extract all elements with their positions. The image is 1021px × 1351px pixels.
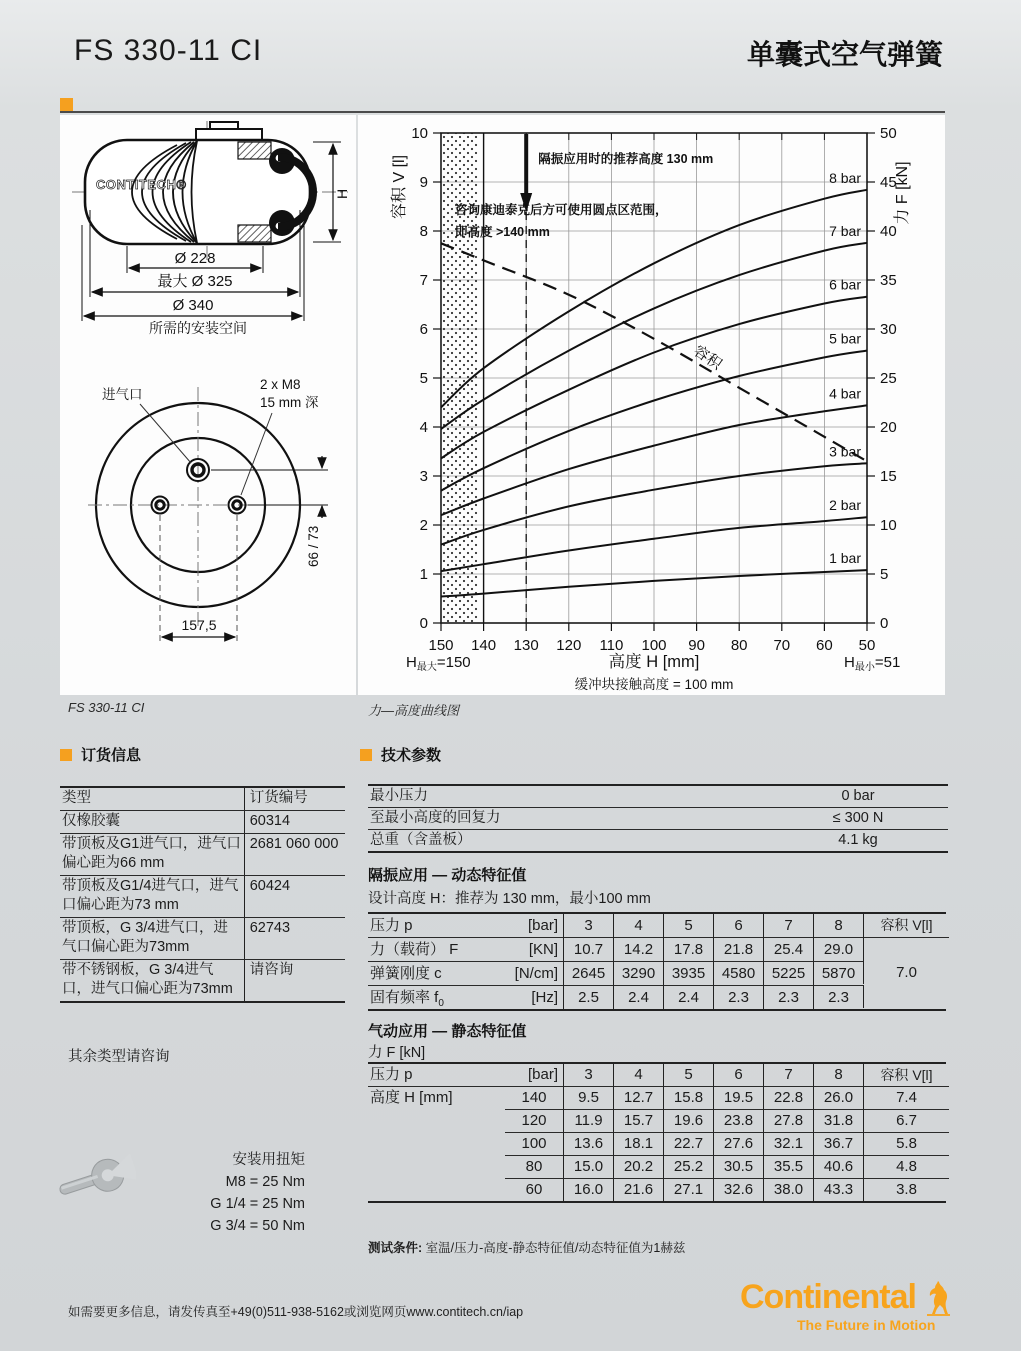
data-cell: 38.0: [763, 1178, 813, 1201]
data-cell: 27.6: [713, 1132, 763, 1155]
test-conditions: [368, 1238, 685, 1256]
data-cell: 25.2: [663, 1155, 713, 1178]
height-value: 80: [505, 1155, 563, 1178]
curve-label: 3 bar: [829, 443, 861, 460]
page-title-cn: 单囊式空气弹簧: [746, 40, 943, 71]
y-left-tick-label: 6: [419, 321, 428, 338]
chart-annotations: [455, 151, 713, 239]
curve-label: 8 bar: [829, 169, 861, 186]
ordering-number: 2681 060 000: [244, 834, 345, 875]
recommended-height-note: 隔振应用时的推荐高度 130 mm: [538, 152, 714, 166]
drawing-caption: FS 330-11 CI: [68, 700, 145, 715]
data-cell: 20.2: [613, 1155, 663, 1178]
data-cell: 27.8: [763, 1109, 813, 1132]
data-cell: 2.4: [613, 985, 663, 1009]
y-left-tick-label: 9: [419, 174, 428, 191]
offset-dim-label: 66 / 73: [306, 525, 321, 567]
pressure-value: 6: [713, 1064, 763, 1086]
torque-heading: 安装用扭矩: [232, 1152, 305, 1168]
y-right-tick-label: 40: [880, 223, 897, 240]
bolt-spec-line2: 15 mm 深: [260, 395, 319, 410]
x-tick-label: 100: [641, 637, 667, 654]
tech-label: 总重（含盖板）: [370, 832, 472, 848]
section-bullet-icon: [360, 749, 372, 761]
volume-cell: [863, 937, 949, 961]
pressure-value: 3: [563, 1064, 613, 1086]
test-conditions-text: 室温/压力-高度-静态特征值/动态特征值为1赫兹: [422, 1241, 686, 1255]
tech-label: 至最小高度的回复力: [370, 810, 501, 826]
volume-cell: 6.7: [863, 1109, 949, 1132]
header-rule: [60, 111, 945, 113]
h-min-label: $H_{最小}=51$: [844, 654, 901, 673]
ordering-number: 62743: [244, 918, 345, 959]
data-cell: 25.4: [763, 937, 813, 961]
dim-outer-label: Ø 340: [172, 297, 214, 314]
tech-value: ≤ 300 N: [832, 810, 884, 826]
tech-params-table: [368, 784, 948, 853]
volume-cell: 5.8: [863, 1132, 949, 1155]
row-unit: [N/cm]: [505, 961, 563, 985]
y-left-tick-label: 1: [419, 566, 428, 583]
data-cell: 5870: [813, 961, 863, 985]
volume-cell: 3.8: [863, 1178, 949, 1201]
data-cell: 22.8: [763, 1086, 813, 1109]
height-value: 140: [505, 1086, 563, 1109]
data-cell: 40.6: [813, 1155, 863, 1178]
y-right-tick-label: 35: [880, 272, 897, 289]
pressure-value: 7: [763, 914, 813, 937]
section-ordering-title: 订货信息: [81, 747, 142, 764]
y-right-axis-title: 力 F [kN]: [894, 161, 911, 225]
ordering-number: 60314: [244, 811, 345, 833]
data-cell: 4580: [713, 961, 763, 985]
row-label: 固有频率 $f_0$: [368, 985, 505, 1009]
data-cell: 21.6: [613, 1178, 663, 1201]
static-title: 气动应用 — 静态特征值: [368, 1023, 527, 1040]
static-table: [368, 1062, 946, 1203]
page-title: FS 330-11 CI: [74, 34, 263, 67]
ordering-number: 请咨询: [244, 960, 345, 1001]
y-left-tick-label: 2: [419, 517, 428, 534]
y-right-tick-label: 20: [880, 419, 897, 436]
ordering-row: [60, 960, 345, 1001]
chart-panel: [358, 115, 945, 695]
data-cell: 12.7: [613, 1086, 663, 1109]
torque-line: G 3/4 = 50 Nm: [210, 1218, 305, 1234]
installation-space-label: 所需的安装空间: [149, 320, 247, 336]
data-cell: 16.0: [563, 1178, 613, 1201]
wrench-icon: [56, 1143, 136, 1213]
ordering-type: 带顶板，G 3/4进气口，进气口偏心距为73mm: [62, 920, 228, 955]
pressure-value: 5: [663, 914, 713, 937]
ordering-row: [60, 918, 345, 960]
data-cell: 13.6: [563, 1132, 613, 1155]
ordering-type: 仅橡胶囊: [62, 813, 120, 829]
x-axis-title: 高度 H [mm]: [608, 653, 700, 671]
pressure-value: 6: [713, 914, 763, 937]
data-cell: 26.0: [813, 1086, 863, 1109]
y-left-tick-label: 7: [419, 272, 428, 289]
tech-label: 最小压力: [370, 788, 428, 804]
volume-curve-label: 容积: [690, 342, 725, 374]
x-tick-label: 140: [471, 637, 497, 654]
data-cell: 2.3: [763, 985, 813, 1009]
y-right-tick-label: 50: [880, 125, 897, 142]
section-tech-title: 技术参数: [381, 747, 442, 764]
torque-text: [145, 1149, 305, 1237]
pressure-value: 4: [613, 1064, 663, 1086]
y-right-tick-label: 25: [880, 370, 897, 387]
curve-label: 6 bar: [829, 276, 861, 293]
plan-view: [88, 377, 328, 643]
ordering-type: 带不锈钢板，G 3/4进气口，进气口偏心距为73mm: [62, 962, 233, 997]
y-left-tick-label: 10: [411, 125, 428, 142]
data-cell: 19.6: [663, 1109, 713, 1132]
ordering-header-row: [60, 788, 345, 811]
section-bullet-icon: [60, 749, 72, 761]
data-cell: 15.8: [663, 1086, 713, 1109]
data-cell: 14.2: [613, 937, 663, 961]
y-left-tick-label: 3: [419, 468, 428, 485]
y-left-tick-label: 0: [419, 615, 428, 632]
y-right-tick-label: 5: [880, 566, 889, 583]
ordering-row: [60, 834, 345, 876]
height-value: 120: [505, 1109, 563, 1132]
volume-cell: 7.4: [863, 1086, 949, 1109]
data-cell: 32.6: [713, 1178, 763, 1201]
y-left-tick-label: 8: [419, 223, 428, 240]
static-subtitle: 力 F [kN]: [368, 1045, 426, 1061]
continental-logo: [740, 1280, 980, 1333]
section-tech: [360, 744, 441, 765]
pressure-unit: [bar]: [527, 1066, 558, 1083]
data-cell: 15.0: [563, 1155, 613, 1178]
data-cell: 32.1: [763, 1132, 813, 1155]
ordering-table: [60, 786, 345, 1003]
tech-row: [368, 808, 948, 830]
h-max-label: $H_{最大}=150$: [406, 654, 471, 673]
pressure-value: 4: [613, 914, 663, 937]
curve-label: 7 bar: [829, 222, 861, 239]
x-tick-label: 90: [688, 637, 705, 654]
drawing-panel: [60, 115, 356, 695]
pressure-value: 8: [813, 1064, 863, 1086]
volume-header: 容积 V[l]: [863, 914, 949, 937]
tech-row: [368, 830, 948, 851]
dynamic-subtitle: 设计高度 H：推荐为 130 mm，最小100 mm: [368, 891, 651, 907]
x-tick-label: 120: [556, 637, 582, 654]
data-cell: 19.5: [713, 1086, 763, 1109]
bolt-spec-line1: 2 x M8: [260, 377, 301, 392]
x-tick-label: 50: [858, 637, 876, 654]
x-tick-label: 130: [513, 637, 539, 654]
y-right-tick-label: 30: [880, 321, 897, 338]
volume-cell: [863, 985, 949, 1008]
pressure-value: 8: [813, 914, 863, 937]
torque-lines: [145, 1171, 305, 1237]
row-label: 力（载荷） F: [368, 937, 505, 961]
data-cell: 30.5: [713, 1155, 763, 1178]
data-cell: 15.7: [613, 1109, 663, 1132]
ordering-type: 带顶板及G1进气口，进气口偏心距为66 mm: [62, 836, 241, 871]
row-label: 弹簧刚度 c: [368, 961, 505, 985]
dynamic-table: [368, 912, 946, 1011]
pressure-value: 5: [663, 1064, 713, 1086]
volume-header: 容积 V[l]: [863, 1064, 949, 1086]
x-tick-label: 60: [816, 637, 833, 654]
pressure-label: 压力 p: [370, 1066, 413, 1083]
ordering-number: 60424: [244, 876, 345, 917]
test-conditions-label: 测试条件:: [368, 1241, 423, 1255]
air-inlet-label: 进气口: [102, 387, 143, 402]
height-label: [368, 1132, 505, 1154]
data-cell: 2645: [563, 961, 613, 985]
volume-cell: 4.8: [863, 1155, 949, 1178]
curve-label: 2 bar: [829, 497, 861, 514]
y-left-tick-label: 5: [419, 370, 428, 387]
ordering-note: 其余类型请咨询: [68, 1049, 170, 1065]
y-right-tick-label: 45: [880, 174, 897, 191]
hole-distance-label: 157,5: [181, 617, 217, 633]
curve-label: 5 bar: [829, 330, 861, 347]
y-right-tick-label: 10: [880, 517, 897, 534]
data-cell: 43.3: [813, 1178, 863, 1201]
data-cell: 23.8: [713, 1109, 763, 1132]
brand-name: Continental: [740, 1278, 916, 1316]
dim-max-label: 最大 Ø 325: [157, 273, 233, 290]
x-axis-note: 缓冲块接触高度 = 100 mm: [574, 677, 734, 692]
cross-section-view: [72, 121, 350, 336]
consult-note-line2: 即高度 >140 mm: [455, 225, 550, 239]
horse-icon: [924, 1280, 950, 1316]
data-cell: 31.8: [813, 1109, 863, 1132]
y-left-axis-title: 容积 V [l]: [391, 154, 408, 220]
data-cell: 29.0: [813, 937, 863, 961]
data-cell: 2.3: [713, 985, 763, 1009]
dim-height-label: H: [334, 188, 350, 199]
contitech-logo: CONTITECH®: [96, 177, 187, 192]
height-label: [368, 1155, 505, 1177]
tech-row: [368, 786, 948, 808]
data-cell: 21.8: [713, 937, 763, 961]
accent-square: [60, 98, 73, 111]
data-cell: 35.5: [763, 1155, 813, 1178]
data-cell: 3935: [663, 961, 713, 985]
volume-cell: 7.0: [863, 961, 949, 984]
y-right-tick-label: 15: [880, 468, 897, 485]
data-cell: 5225: [763, 961, 813, 985]
ordering-row: [60, 811, 345, 834]
row-unit: [Hz]: [505, 985, 563, 1009]
tech-value: 4.1 kg: [838, 832, 878, 848]
force-height-chart: [358, 115, 945, 695]
air-spring-drawing: [60, 115, 356, 695]
ordering-col-type: 类型: [62, 790, 91, 806]
data-cell: 2.3: [813, 985, 863, 1009]
height-value: 60: [505, 1178, 563, 1201]
data-cell: 10.7: [563, 937, 613, 961]
data-cell: 9.5: [563, 1086, 613, 1109]
x-tick-label: 70: [773, 637, 791, 654]
pressure-value: 3: [563, 914, 613, 937]
footer-contact: 如需要更多信息，请发传真至+49(0)511-938-5162或浏览网页www.contitech.cn/iap: [68, 1305, 524, 1319]
data-cell: 2.4: [663, 985, 713, 1009]
y-left-tick-label: 4: [419, 419, 428, 436]
data-cell: 27.1: [663, 1178, 713, 1201]
y-right-tick-label: 0: [880, 615, 889, 632]
height-value: 100: [505, 1132, 563, 1155]
height-label: [368, 1178, 505, 1200]
data-cell: 36.7: [813, 1132, 863, 1155]
data-cell: 18.1: [613, 1132, 663, 1155]
dynamic-title: 隔振应用 — 动态特征值: [368, 867, 527, 884]
data-cell: 17.8: [663, 937, 713, 961]
data-cell: 3290: [613, 961, 663, 985]
row-unit: [KN]: [505, 937, 563, 961]
chart-caption: 力—高度曲线图: [368, 703, 460, 718]
ordering-row: [60, 876, 345, 918]
curve-label: 1 bar: [829, 550, 861, 567]
curve-label: 4 bar: [829, 385, 861, 402]
data-cell: 22.7: [663, 1132, 713, 1155]
pressure-label: 压力 p: [370, 917, 413, 934]
tech-value: 0 bar: [841, 788, 875, 804]
brand-tagline: The Future in Motion: [797, 1317, 936, 1333]
data-cell: 2.5: [563, 985, 613, 1009]
data-cell: 11.9: [563, 1109, 613, 1132]
x-tick-label: 110: [599, 637, 624, 654]
x-tick-label: 150: [428, 637, 454, 654]
torque-line: M8 = 25 Nm: [225, 1174, 305, 1190]
section-ordering: [60, 744, 141, 765]
pressure-value: 7: [763, 1064, 813, 1086]
torque-line: G 1/4 = 25 Nm: [210, 1196, 305, 1212]
height-label: 高度 H [mm]: [368, 1086, 505, 1109]
ordering-type: 带顶板及G1/4进气口，进气口偏心距为73 mm: [62, 878, 239, 913]
height-label: [368, 1109, 505, 1131]
x-tick-label: 80: [730, 637, 748, 654]
ordering-col-number: 订货编号: [244, 788, 345, 810]
pressure-unit: [bar]: [527, 917, 558, 934]
dim-inner-label: Ø 228: [174, 250, 216, 267]
consult-note-line1: 咨询康迪泰克后方可使用圆点区范围，: [455, 203, 668, 217]
